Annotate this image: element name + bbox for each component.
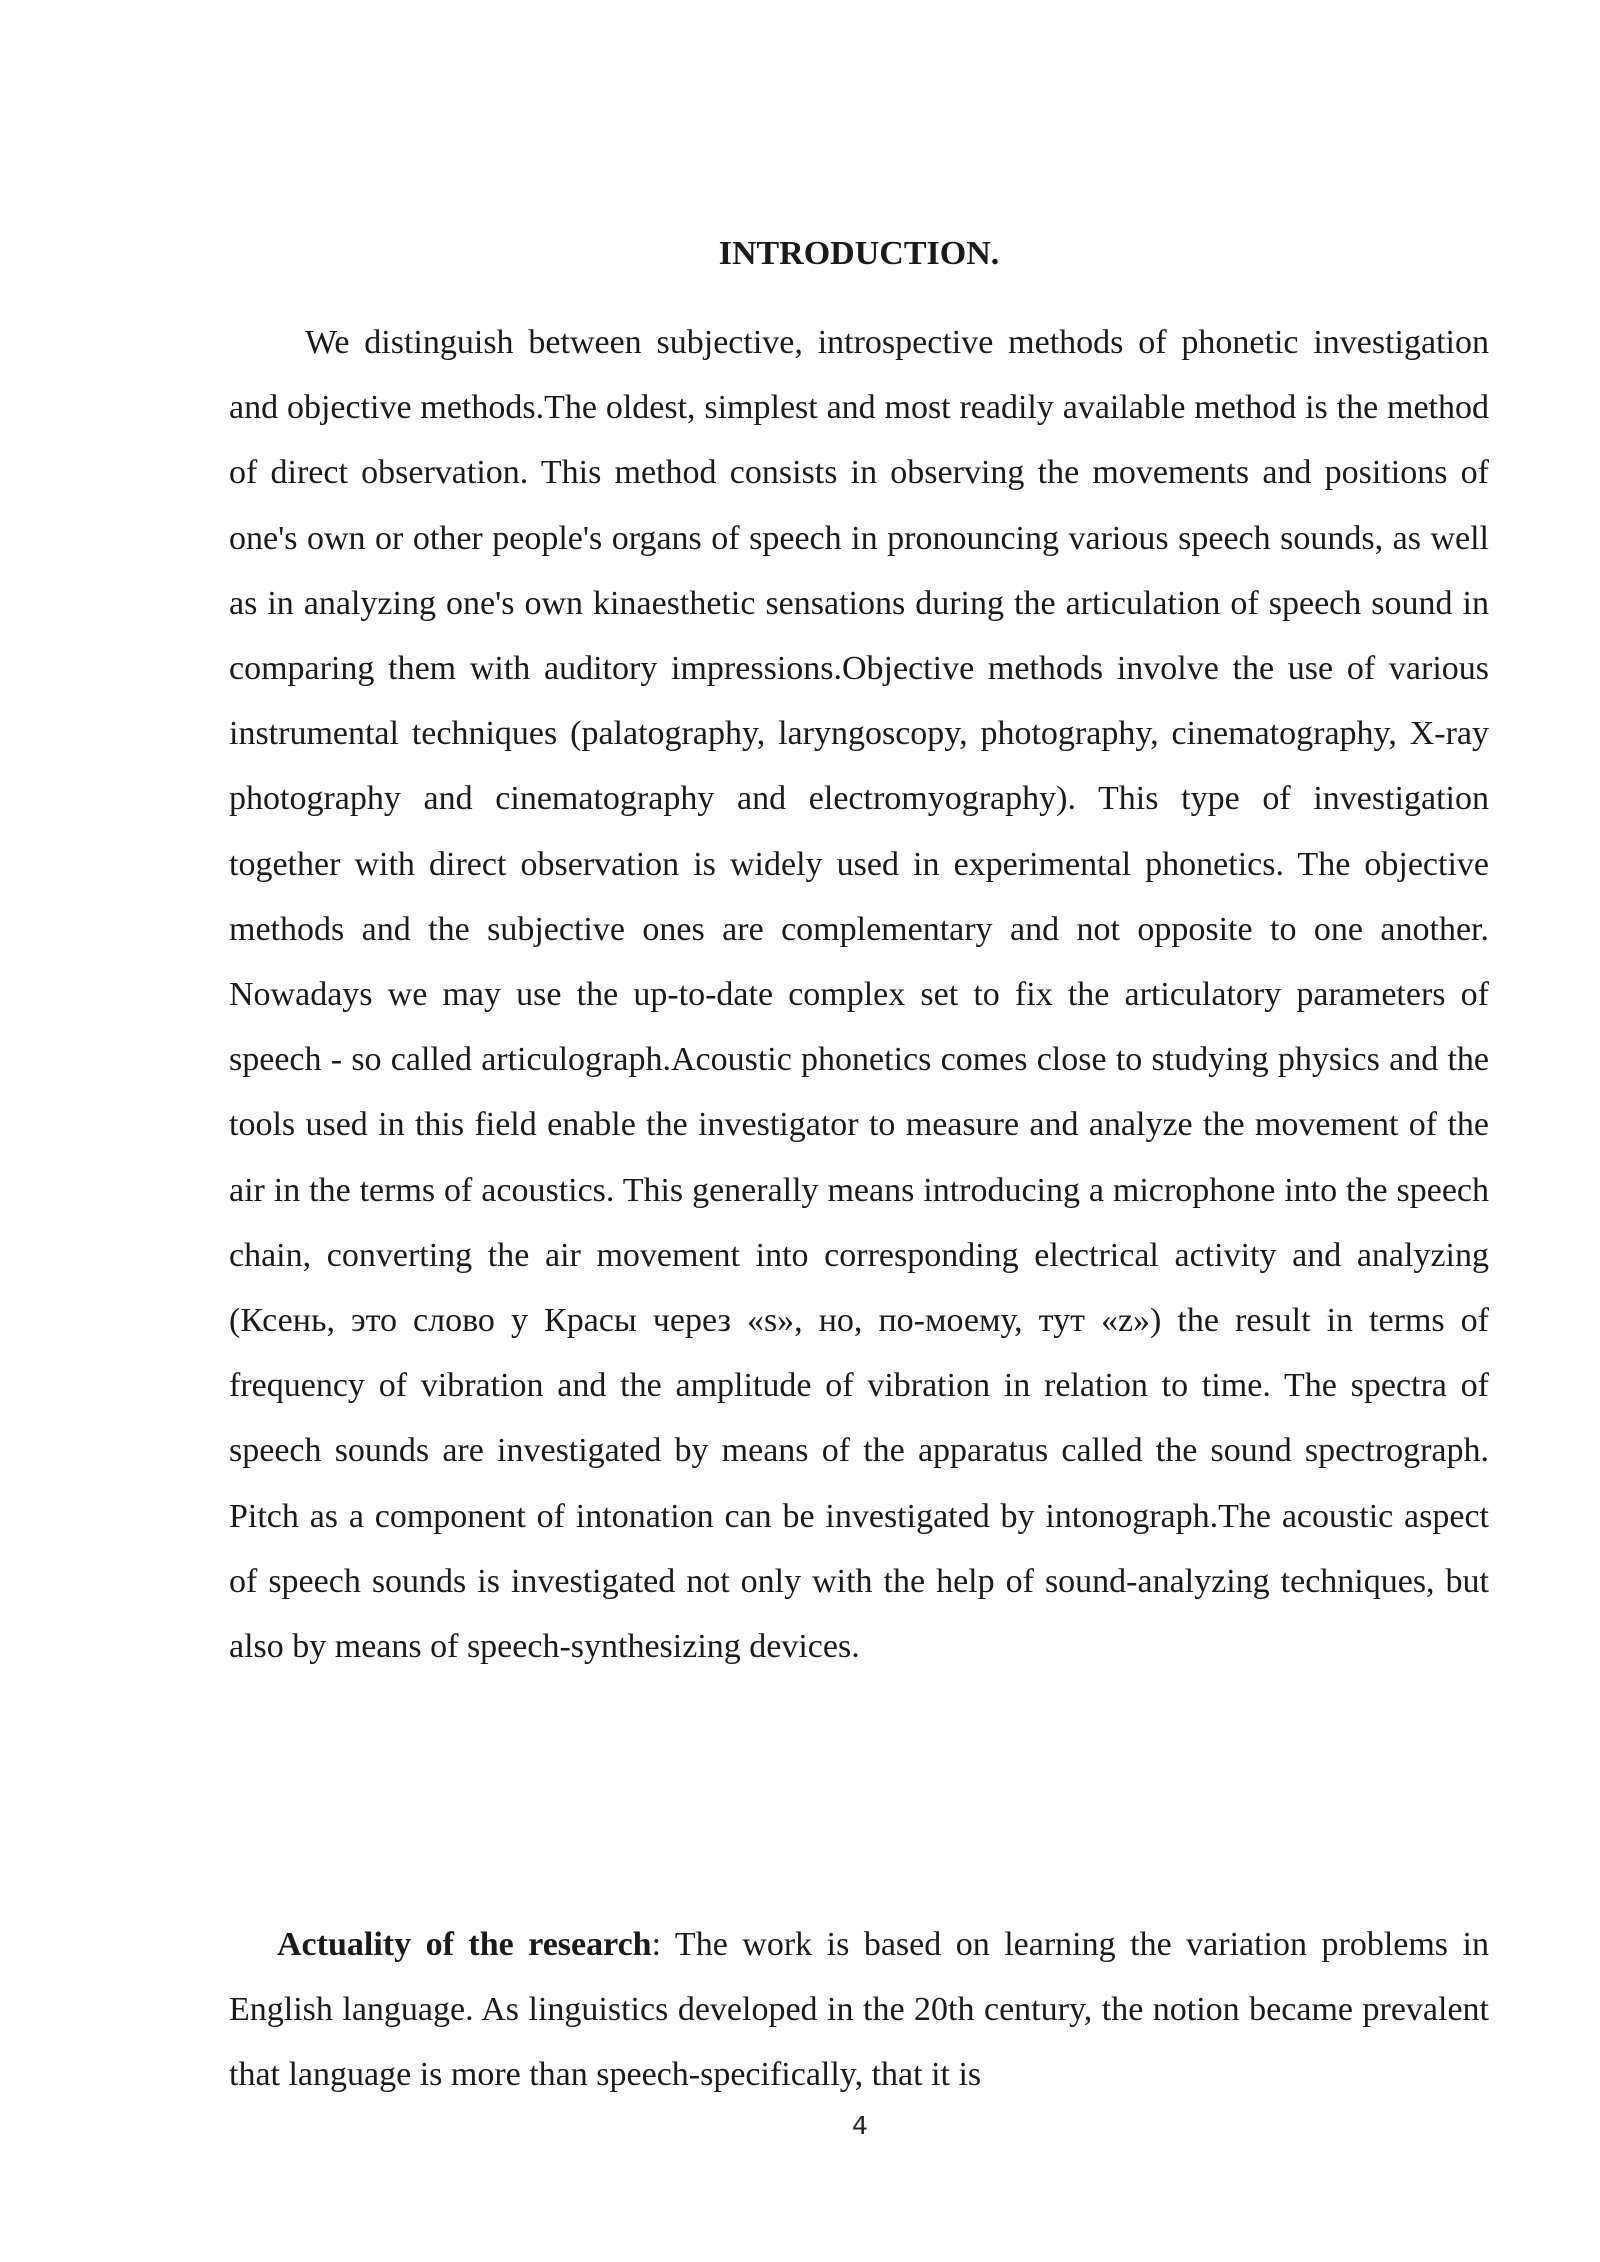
actuality-lead: Actuality of the research [277,1926,652,1963]
actuality-text: The work is based on learning the variation problems in English language. As linguistics developed in the 20th century, the notion became prevalent that language is more than speech-specifically, that it is [229,1926,1489,2094]
actuality-separator: : [651,1926,662,1963]
actuality-paragraph [229,1912,1489,2108]
intro-paragraph: We distinguish between subjective, introspective methods of phonetic investigation and objective methods.The oldest, simplest and most readily available method is the method of direct observation. This method consists in observing the movements and positions of one's own or other people's organs of speech in pronouncing various speech sounds, as well as in analyzing one's own kinaesthetic sensations during the articulation of speech sound in comparing them with auditory impressions.Objective methods involve the use of various instrumental techniques (palatography, laryngoscopy, photography, cinematography, X-ray photography and cinematography and electromyography). This type of investigation together with direct observation is widely used in experimental phonetics. The objective methods and the subjective ones are complementary and not opposite to one another. Nowadays we may use the up-to-date complex set to fix the articulatory parameters of speech - so called articulograph.Acoustic phonetics comes close to studying physics and the tools used in this field enable the investigator to measure and analyze the movement of the air in the terms of acoustics. This generally means introducing a microphone into the speech chain, converting the air movement into corresponding electrical activity and analyzing (Ксень, это слово у Красы через «s», но, по-моему, тут «z») the result in terms of frequency of vibration and the amplitude of vibration in relation to time. The spectra of speech sounds are investigated by means of the apparatus called the sound spectrograph. Pitch as a component of intonation can be investigated by intonograph.The acoustic aspect of speech sounds is investigated not only with the help of sound-analyzing techniques, but also by means of speech-synthesizing devices. [229,324,1489,1666]
page-number: 4 [852,2111,868,2140]
page-title: INTRODUCTION. [718,235,1000,272]
